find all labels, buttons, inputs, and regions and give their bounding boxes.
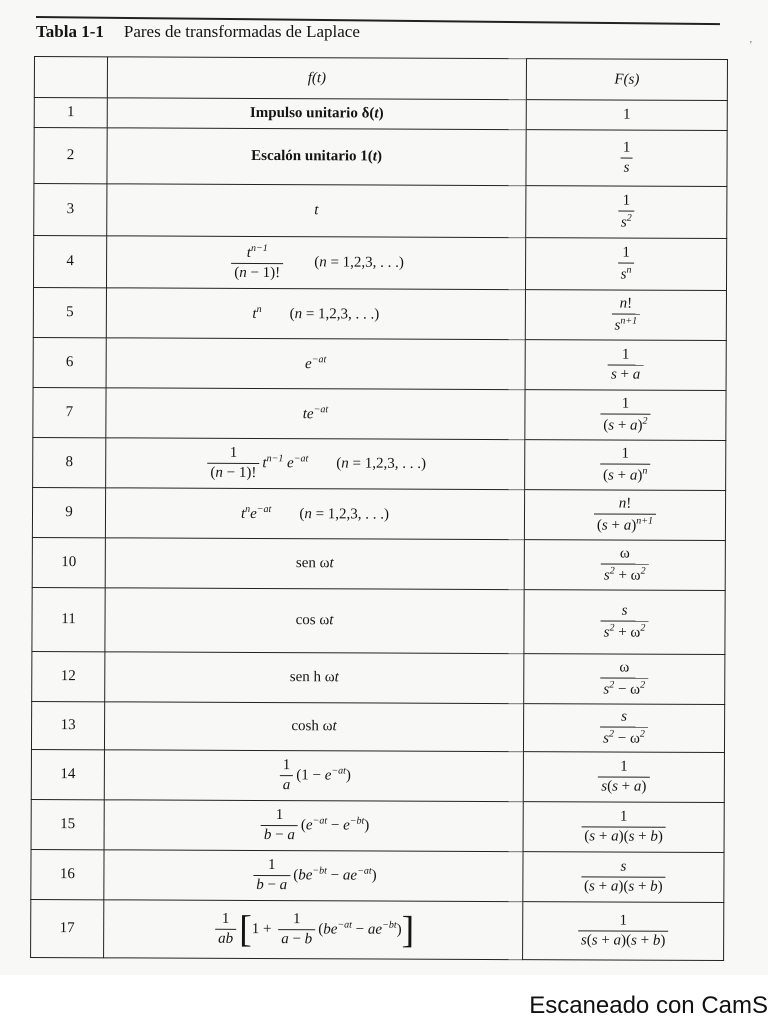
row-number: 1	[34, 98, 107, 128]
fs-cell: $\frac{1}{s(s + a)(s + b)}$	[523, 902, 724, 961]
fs-cell: $\frac{1}{(s + a)^2}$	[525, 390, 726, 441]
table-row	[31, 749, 724, 802]
row-number: 14	[31, 749, 104, 799]
fs-cell: $\frac{1}{s^2}$	[526, 186, 727, 239]
ft-cell: Impulso unitario δ(t)	[107, 98, 526, 130]
table-row	[33, 287, 726, 340]
row-number: 4	[33, 236, 106, 288]
ft-cell: $\frac{t^{n-1}}{(n - 1)!}$ (n = 1,2,3, . . .)	[106, 236, 525, 290]
table-row	[32, 487, 725, 540]
ft-cell: sen ωt	[105, 538, 524, 590]
table-row	[33, 337, 726, 390]
scan-speck: '	[750, 40, 752, 51]
fs-cell: $\frac{n!}{(s + a)^{n+1}}$	[524, 490, 725, 541]
fs-cell: $\frac{1}{s + a}$	[525, 340, 726, 391]
table-row	[32, 587, 725, 654]
header-num	[34, 57, 107, 98]
row-number: 5	[33, 287, 106, 337]
row-number: 8	[33, 437, 106, 487]
laplace-table	[30, 56, 728, 961]
row-number: 15	[31, 799, 104, 849]
ft-cell: $te^{-at}$	[106, 388, 525, 440]
ft-cell: $t^n$ (n = 1,2,3, . . .)	[106, 288, 525, 340]
table-row	[33, 387, 726, 440]
table-row	[34, 128, 727, 187]
fs-cell: $\frac{1}{s}$	[526, 130, 727, 187]
fs-cell: $\frac{s}{s^2 + \omega^2}$	[524, 590, 725, 655]
table-caption	[36, 22, 360, 42]
fs-cell: $\frac{\omega}{s^2 + \omega^2}$	[524, 540, 725, 591]
fs-cell: $\frac{1}{s^n}$	[525, 238, 726, 291]
ft-cell: $e^{-at}$	[106, 338, 525, 390]
table-row	[32, 651, 725, 704]
row-number: 17	[31, 899, 104, 957]
ft-cell: $\frac{1}{(n - 1)!}$ $t^{n-1}$ $e^{-at}$ (n = 1,2,3, . . .)	[106, 438, 525, 490]
row-number: 2	[34, 128, 107, 184]
fs-cell: $\frac{\omega}{s^2 - \omega^2}$	[524, 654, 725, 705]
ft-cell: $\frac{1}{ab}$ [1 + $\frac{1}{a - b}$ $(be^{-at} - ae^{-bt})$]	[104, 900, 523, 960]
row-number: 3	[34, 184, 107, 236]
table-row	[34, 184, 727, 239]
ft-cell: t	[107, 184, 526, 238]
table-row	[33, 236, 726, 291]
table-row	[31, 899, 724, 960]
ft-cell: sen h ωt	[105, 652, 524, 704]
table-row	[32, 537, 725, 590]
fs-cell: $\frac{s}{s^2 - \omega^2}$	[523, 704, 724, 753]
ft-cell: $t^ne^{-at}$ (n = 1,2,3, . . .)	[105, 488, 524, 540]
ft-cell: $\frac{1}{b - a}$ $(be^{-bt} - ae^{-at})$	[104, 850, 523, 902]
row-number: 11	[32, 587, 105, 651]
row-number: 6	[33, 337, 106, 387]
table-row	[31, 849, 724, 902]
row-number: 12	[32, 651, 105, 701]
header-row	[34, 57, 727, 101]
table-row	[31, 799, 724, 852]
row-number: 10	[32, 537, 105, 587]
row-number: 9	[32, 487, 105, 537]
table-row	[33, 437, 726, 490]
row-number: 7	[33, 387, 106, 437]
scanner-watermark: Escaneado con CamS	[529, 992, 768, 1019]
ft-cell: $\frac{1}{a}$ $(1 - e^{-at})$	[104, 750, 523, 802]
fs-cell: $\frac{n!}{s^{n+1}}$	[525, 290, 726, 341]
table-title: Pares de transformadas de Laplace	[123, 22, 360, 41]
row-number: 13	[31, 701, 104, 749]
ft-cell: Escalón unitario 1(t)	[107, 128, 526, 186]
header-fs: F(s)	[526, 59, 727, 101]
table-row	[34, 98, 727, 131]
fs-cell: $\frac{1}{(s + a)^n}$	[525, 440, 726, 491]
header-ft: f(t)	[107, 57, 526, 100]
table-label: Tabla 1-1	[36, 22, 104, 41]
ft-cell: $\frac{1}{b - a}$ $(e^{-at} - e^{-bt})$	[104, 800, 523, 852]
fs-cell: $\frac{s}{(s + a)(s + b)}$	[523, 852, 724, 903]
fs-cell: 1	[526, 100, 727, 131]
fs-cell: $\frac{1}{s(s + a)}$	[523, 752, 724, 803]
ft-cell: cos ωt	[105, 588, 524, 654]
table-row	[31, 701, 724, 752]
row-number: 16	[31, 849, 104, 899]
ft-cell: cosh ωt	[104, 702, 523, 752]
fs-cell: $\frac{1}{(s + a)(s + b)}$	[523, 802, 724, 853]
